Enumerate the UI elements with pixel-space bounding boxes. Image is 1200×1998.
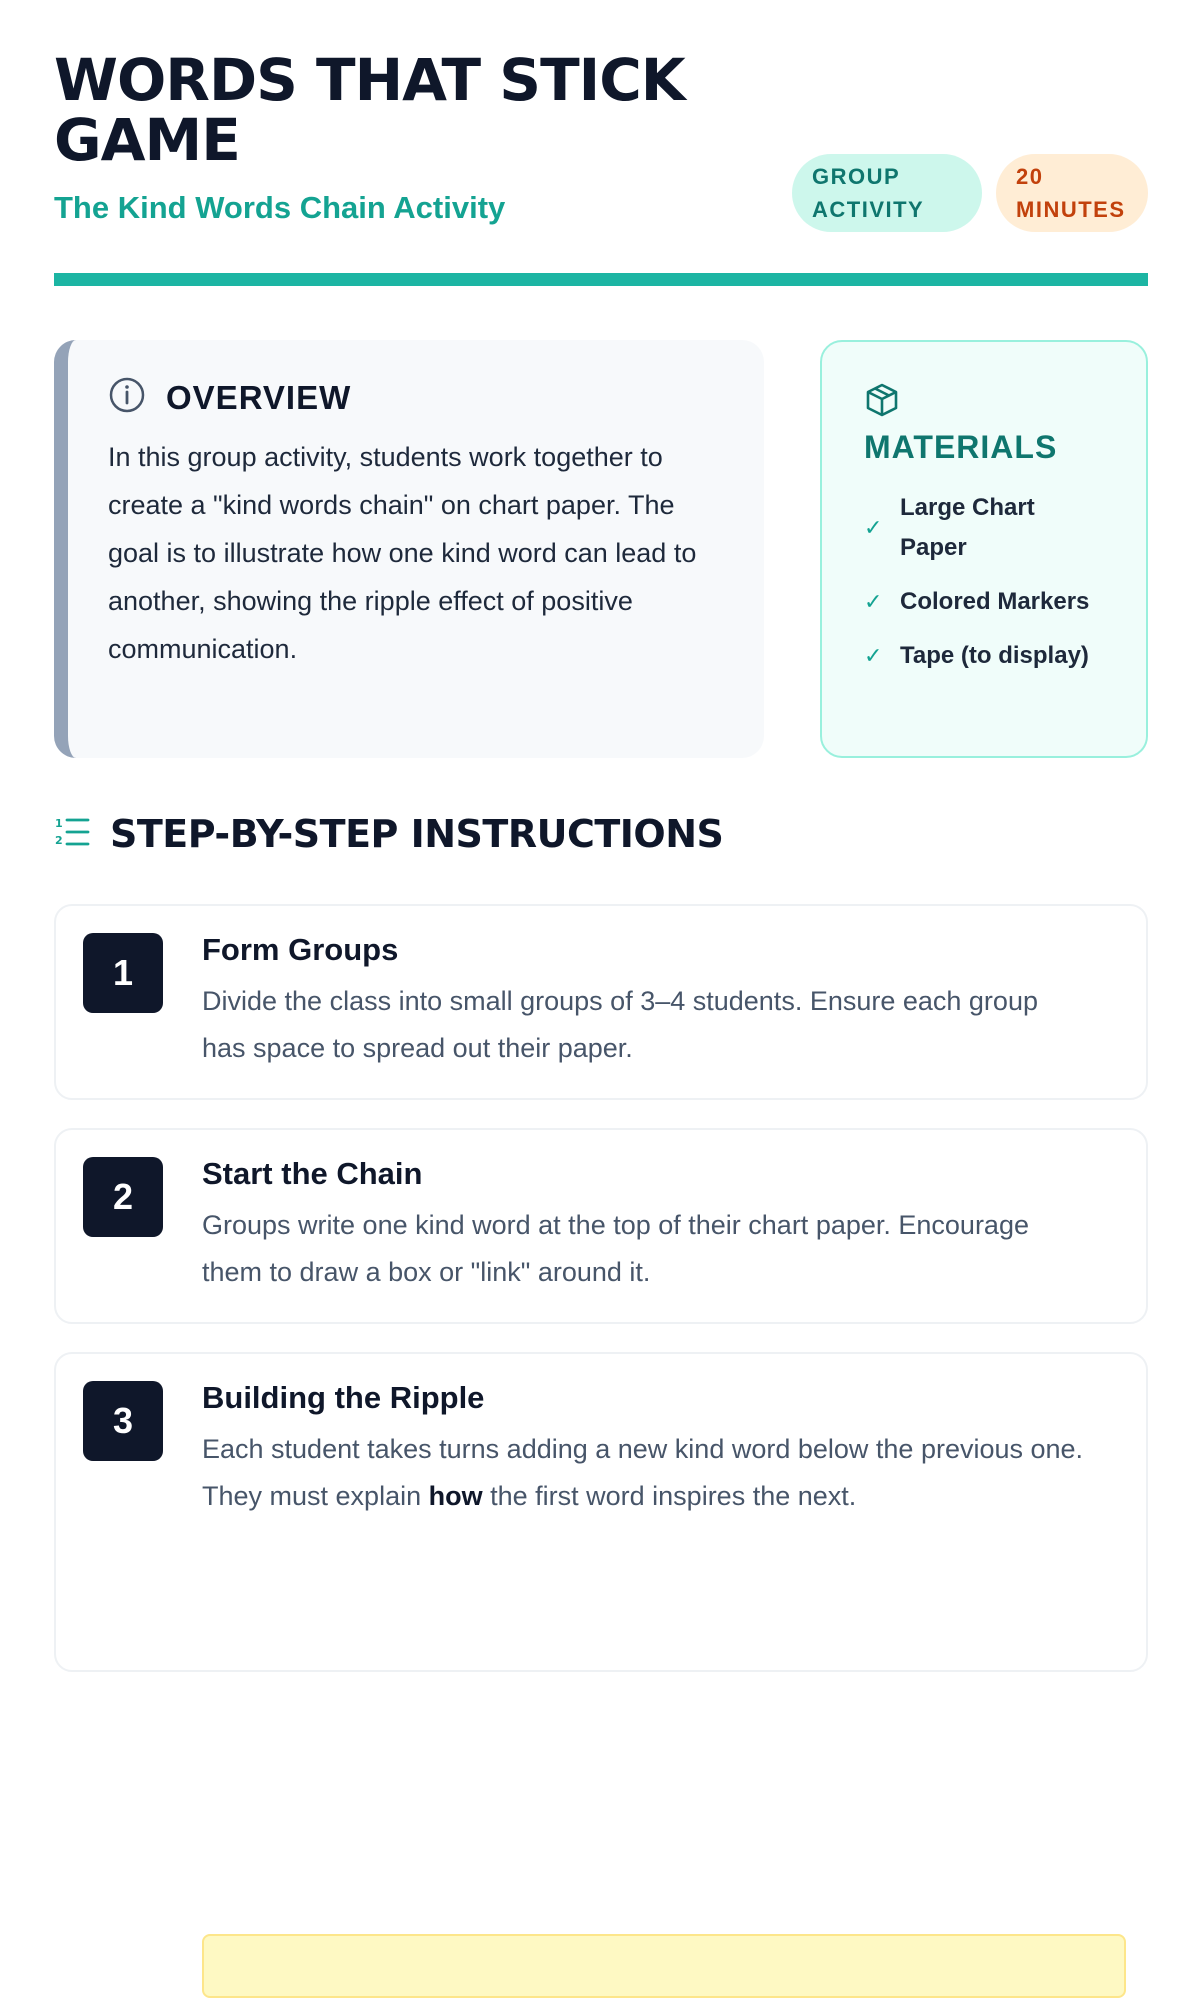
step-number: 2 (83, 1157, 163, 1237)
badge-group (792, 154, 1148, 232)
step-desc-end: the first word inspires the next. (482, 1481, 857, 1511)
step-number: 3 (83, 1381, 163, 1461)
list-item (864, 488, 1108, 568)
step-description: Groups write one kind word at the top of their chart paper. Encourage them to draw a box or "link" around it. (202, 1210, 1029, 1287)
page-subtitle: The Kind Words Chain Activity (54, 190, 506, 225)
instructions-heading: STEP-BY-STEP INSTRUCTIONS (110, 812, 724, 856)
step-body (202, 1380, 1086, 1520)
page-title: WORDS THAT STICK GAME (54, 46, 685, 174)
step-title: Start the Chain (202, 1156, 423, 1191)
step-number: 1 (83, 933, 163, 1013)
check-icon: ✓ (864, 589, 883, 614)
instructions-heading-row (54, 812, 723, 856)
step-description: Divide the class into small groups of 3–4 students. Ensure each group has space to spread out their paper. (202, 986, 1038, 1063)
header (54, 0, 1148, 290)
svg-text:2: 2 (55, 833, 63, 847)
overview-heading: OVERVIEW (166, 378, 352, 416)
step-card-2 (54, 1128, 1148, 1324)
list-item (864, 636, 1108, 676)
step-body (202, 932, 1086, 1072)
header-divider (54, 273, 1148, 286)
materials-list (864, 488, 1108, 676)
materials-card (820, 340, 1148, 758)
activity-page (54, 0, 1148, 1511)
list-item (864, 582, 1108, 622)
box-icon (864, 405, 900, 422)
duration-badge: 20 MINUTES (996, 154, 1148, 232)
step-desc-emphasis: how (428, 1481, 483, 1511)
overview-heading-row (108, 376, 724, 419)
check-icon: ✓ (864, 515, 883, 540)
step-description (202, 1426, 1086, 1520)
step-title: Form Groups (202, 932, 399, 967)
step-desc-start: Each student takes turns adding a new kind word below the previous one. They must explain (202, 1434, 1084, 1511)
overview-card (54, 340, 764, 758)
step-card-1 (54, 904, 1148, 1100)
overview-text: In this group activity, students work together to create a "kind words chain" on chart paper. The goal is to illustrate how one kind word can lead to another, showing the ripple effect of positive communication. (108, 442, 697, 664)
svg-text:1: 1 (55, 816, 63, 830)
group-activity-badge: GROUP ACTIVITY (792, 154, 982, 232)
material-label: Large Chart Paper (900, 494, 1035, 561)
info-icon (108, 376, 146, 419)
step-card-3 (54, 1352, 1148, 1672)
materials-heading: MATERIALS (864, 429, 1058, 465)
tip-callout (202, 1934, 1126, 1998)
step-body (202, 1156, 1086, 1296)
check-icon: ✓ (864, 643, 883, 668)
step-title: Building the Ripple (202, 1380, 485, 1415)
numbered-list-icon (54, 814, 90, 855)
material-label: Colored Markers (900, 588, 1090, 615)
material-label: Tape (to display) (900, 642, 1089, 669)
